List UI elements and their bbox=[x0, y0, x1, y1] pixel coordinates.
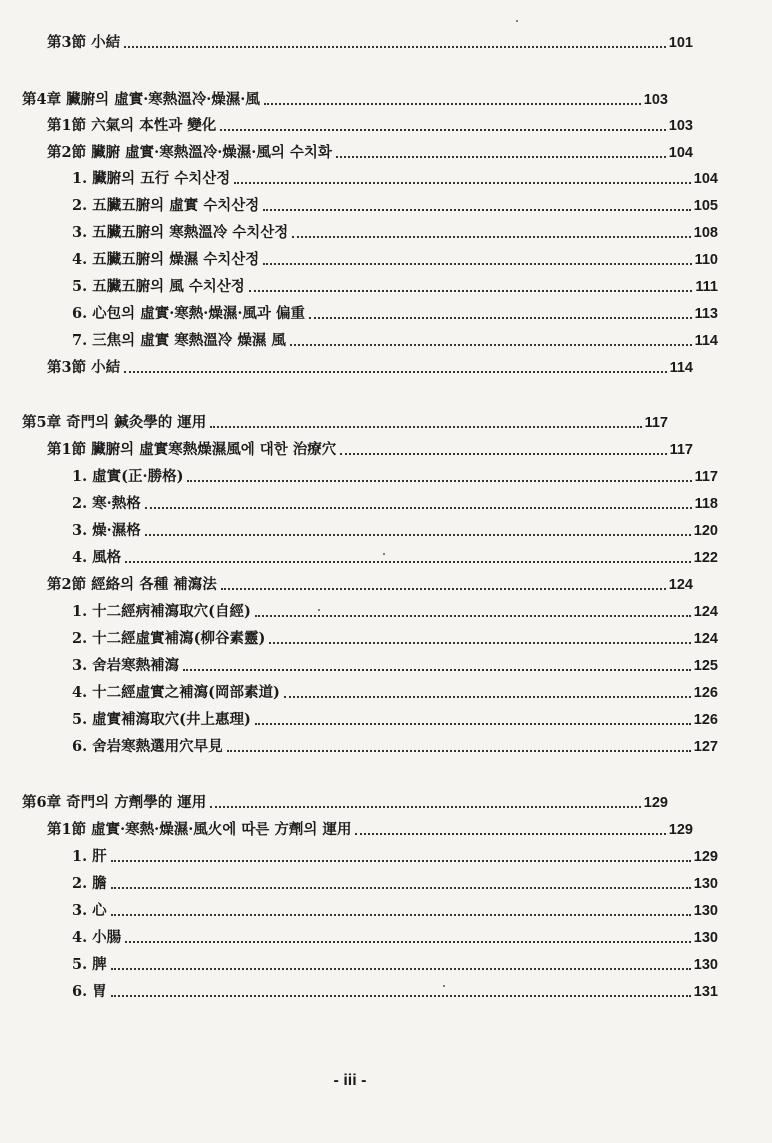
toc-entry-label: 1. 十二經病補瀉取穴(自經) bbox=[72, 603, 251, 620]
toc-entry-page: 126 bbox=[693, 712, 718, 728]
leader-dots bbox=[210, 806, 641, 808]
leader-dots bbox=[221, 588, 666, 590]
toc-entry bbox=[0, 573, 747, 599]
scan-speck bbox=[443, 985, 445, 987]
page-number-footer: - iii - bbox=[333, 1072, 367, 1089]
toc-entry-label: 4. 小腸 bbox=[72, 929, 122, 946]
toc-entry-label: 5. 虛實補瀉取穴(井上惠理) bbox=[72, 711, 251, 728]
toc-entry-page: 114 bbox=[694, 333, 718, 349]
toc-entry bbox=[0, 708, 772, 734]
toc-entry bbox=[0, 872, 772, 898]
toc-entry-page: 122 bbox=[693, 550, 718, 566]
toc-chapter bbox=[0, 88, 722, 114]
toc-entry-label: 第1節 虛實·寒熱·燥濕·風火에 따른 方劑의 運用 bbox=[47, 821, 352, 838]
toc-entry-page: 124 bbox=[693, 604, 718, 620]
toc-chapter bbox=[0, 791, 722, 817]
toc-entry-label: 2. 十二經虛實補瀉(柳谷素靈) bbox=[72, 630, 266, 647]
toc-entry-page: 130 bbox=[693, 957, 718, 973]
leader-dots bbox=[264, 103, 641, 105]
toc-entry bbox=[0, 627, 772, 653]
toc-entry-label: 第1節 六氣의 本性과 變化 bbox=[47, 117, 217, 134]
toc-entry bbox=[0, 194, 772, 220]
toc-entry-label: 第6章 奇門의 方劑學的 運用 bbox=[22, 794, 207, 811]
toc-entry-label: 第5章 奇門의 鍼灸學的 運用 bbox=[22, 414, 207, 431]
toc-entry bbox=[0, 248, 772, 274]
toc-entry-label: 3. 燥·濕格 bbox=[72, 522, 141, 539]
toc-entry-label: 3. 心 bbox=[72, 902, 107, 919]
toc-entry bbox=[0, 681, 772, 707]
toc-entry-page: 111 bbox=[695, 279, 718, 295]
toc-entry-label: 2. 膽 bbox=[72, 875, 107, 892]
leader-dots bbox=[249, 290, 693, 292]
toc-entry-page: 114 bbox=[669, 360, 693, 376]
leader-dots bbox=[187, 480, 691, 482]
leader-dots bbox=[269, 642, 690, 644]
leader-dots bbox=[183, 669, 691, 671]
leader-dots bbox=[124, 371, 666, 373]
leader-dots bbox=[355, 833, 665, 835]
leader-dots bbox=[145, 507, 692, 509]
toc-entry bbox=[0, 980, 772, 1006]
leader-dots bbox=[234, 182, 690, 184]
toc-entry bbox=[0, 600, 772, 626]
toc-entry-page: 108 bbox=[693, 225, 718, 241]
leader-dots bbox=[220, 129, 666, 131]
toc-entry-label: 第4章 臟腑의 虛實·寒熱溫冷·燥濕·風 bbox=[22, 91, 260, 108]
toc-entry bbox=[0, 492, 772, 518]
toc-entry-page: 125 bbox=[693, 658, 718, 674]
toc-entry-label: 5. 脾 bbox=[72, 956, 107, 973]
toc-entry-page: 130 bbox=[693, 903, 718, 919]
toc-entry-page: 104 bbox=[693, 171, 718, 187]
toc-chapter bbox=[0, 411, 722, 437]
toc-entry-page: 129 bbox=[668, 822, 693, 838]
toc-entry-label: 第1節 臟腑의 虛實寒熱燥濕風에 대한 治療穴 bbox=[47, 441, 337, 458]
toc-entry-label: 4. 十二經虛實之補瀉(岡部素道) bbox=[72, 684, 280, 701]
toc-entry-page: 130 bbox=[693, 930, 718, 946]
toc-entry-label: 3. 五臟五腑의 寒熱溫冷 수치산정 bbox=[72, 224, 289, 241]
leader-dots bbox=[340, 453, 666, 455]
toc-entry-label: 2. 寒·熱格 bbox=[72, 495, 141, 512]
toc-entry-label: 7. 三焦의 虛實 寒熱溫冷 燥濕 風 bbox=[72, 332, 286, 349]
toc-entry bbox=[0, 438, 747, 464]
leader-dots bbox=[111, 995, 691, 997]
toc-entry bbox=[0, 114, 747, 140]
scan-speck bbox=[383, 553, 385, 555]
toc-entry-page: 124 bbox=[693, 631, 718, 647]
toc-entry-label: 6. 舍岩寒熱選用穴早見 bbox=[72, 738, 223, 755]
leader-dots bbox=[111, 860, 691, 862]
leader-dots bbox=[336, 156, 666, 158]
leader-dots bbox=[111, 887, 691, 889]
toc-entry-page: 131 bbox=[693, 984, 718, 1000]
toc-entry-label: 2. 五臟五腑의 虛實 수치산정 bbox=[72, 197, 260, 214]
toc-entry bbox=[0, 926, 772, 952]
toc-entry-page: 117 bbox=[669, 442, 693, 458]
toc-entry-page: 124 bbox=[668, 577, 693, 593]
toc-entry-label: 1. 臟腑의 五行 수치산정 bbox=[72, 170, 231, 187]
toc-entry-label: 第3節 小結 bbox=[47, 34, 121, 51]
toc-entry-page: 113 bbox=[694, 306, 718, 322]
toc-entry-page: 118 bbox=[694, 496, 718, 512]
toc-entry bbox=[0, 356, 747, 382]
toc-entry-page: 105 bbox=[693, 198, 718, 214]
leader-dots bbox=[309, 317, 692, 319]
toc-entry-page: 129 bbox=[643, 795, 668, 811]
toc-entry bbox=[0, 141, 747, 167]
toc-entry bbox=[0, 519, 772, 545]
leader-dots bbox=[292, 236, 690, 238]
toc-entry-page: 101 bbox=[668, 35, 693, 51]
scan-speck bbox=[318, 609, 320, 611]
toc-entry-label: 1. 虛實(正·勝格) bbox=[72, 468, 184, 485]
toc-entry bbox=[0, 899, 772, 925]
leader-dots bbox=[227, 750, 691, 752]
toc-entry bbox=[0, 465, 772, 491]
toc-entry bbox=[0, 654, 772, 680]
toc-entry bbox=[0, 546, 772, 572]
toc-entry bbox=[0, 818, 747, 844]
toc-entry bbox=[0, 845, 772, 871]
toc-entry-label: 第2節 臟腑 虛實·寒熱溫冷·燥濕·風의 수치화 bbox=[47, 144, 332, 161]
toc-entry bbox=[0, 31, 747, 57]
toc-entry-label: 6. 心包의 虛實·寒熱·燥濕·風과 偏重 bbox=[72, 305, 305, 322]
toc-entry-page: 120 bbox=[693, 523, 718, 539]
leader-dots bbox=[124, 46, 666, 48]
leader-dots bbox=[255, 723, 691, 725]
toc-entry-label: 4. 五臟五腑의 燥濕 수치산정 bbox=[72, 251, 260, 268]
leader-dots bbox=[263, 263, 691, 265]
leader-dots bbox=[145, 534, 691, 536]
toc-entry-page: 103 bbox=[643, 92, 668, 108]
toc-entry-page: 129 bbox=[693, 849, 718, 865]
toc-entry-label: 5. 五臟五腑의 風 수치산정 bbox=[72, 278, 245, 295]
toc-entry-page: 130 bbox=[693, 876, 718, 892]
toc-entry-page: 127 bbox=[693, 739, 718, 755]
toc-entry-label: 第2節 經絡의 各種 補瀉法 bbox=[47, 576, 217, 593]
toc-entry-page: 117 bbox=[644, 415, 668, 431]
toc-entry-page: 126 bbox=[693, 685, 718, 701]
toc-entry bbox=[0, 167, 772, 193]
toc-entry-page: 110 bbox=[694, 252, 718, 268]
leader-dots bbox=[125, 561, 691, 563]
toc-entry bbox=[0, 302, 772, 328]
leader-dots bbox=[284, 696, 691, 698]
leader-dots bbox=[263, 209, 690, 211]
leader-dots bbox=[290, 344, 692, 346]
toc-entry bbox=[0, 953, 772, 979]
toc-entry bbox=[0, 221, 772, 247]
toc-entry-page: 103 bbox=[668, 118, 693, 134]
leader-dots bbox=[111, 968, 691, 970]
toc-entry bbox=[0, 329, 772, 355]
leader-dots bbox=[111, 914, 691, 916]
toc-entry-label: 第3節 小結 bbox=[47, 359, 121, 376]
toc-entry-label: 3. 舍岩寒熱補瀉 bbox=[72, 657, 180, 674]
toc-entry-page: 117 bbox=[694, 469, 718, 485]
scan-speck bbox=[516, 20, 518, 22]
toc-entry bbox=[0, 275, 772, 301]
leader-dots bbox=[210, 426, 641, 428]
toc-entry-label: 4. 風格 bbox=[72, 549, 122, 566]
toc-entry-label: 1. 肝 bbox=[72, 848, 107, 865]
leader-dots bbox=[255, 615, 691, 617]
toc-entry-page: 104 bbox=[668, 145, 693, 161]
leader-dots bbox=[125, 941, 691, 943]
toc-entry-label: 6. 胃 bbox=[72, 983, 107, 1000]
toc-entry bbox=[0, 735, 772, 761]
